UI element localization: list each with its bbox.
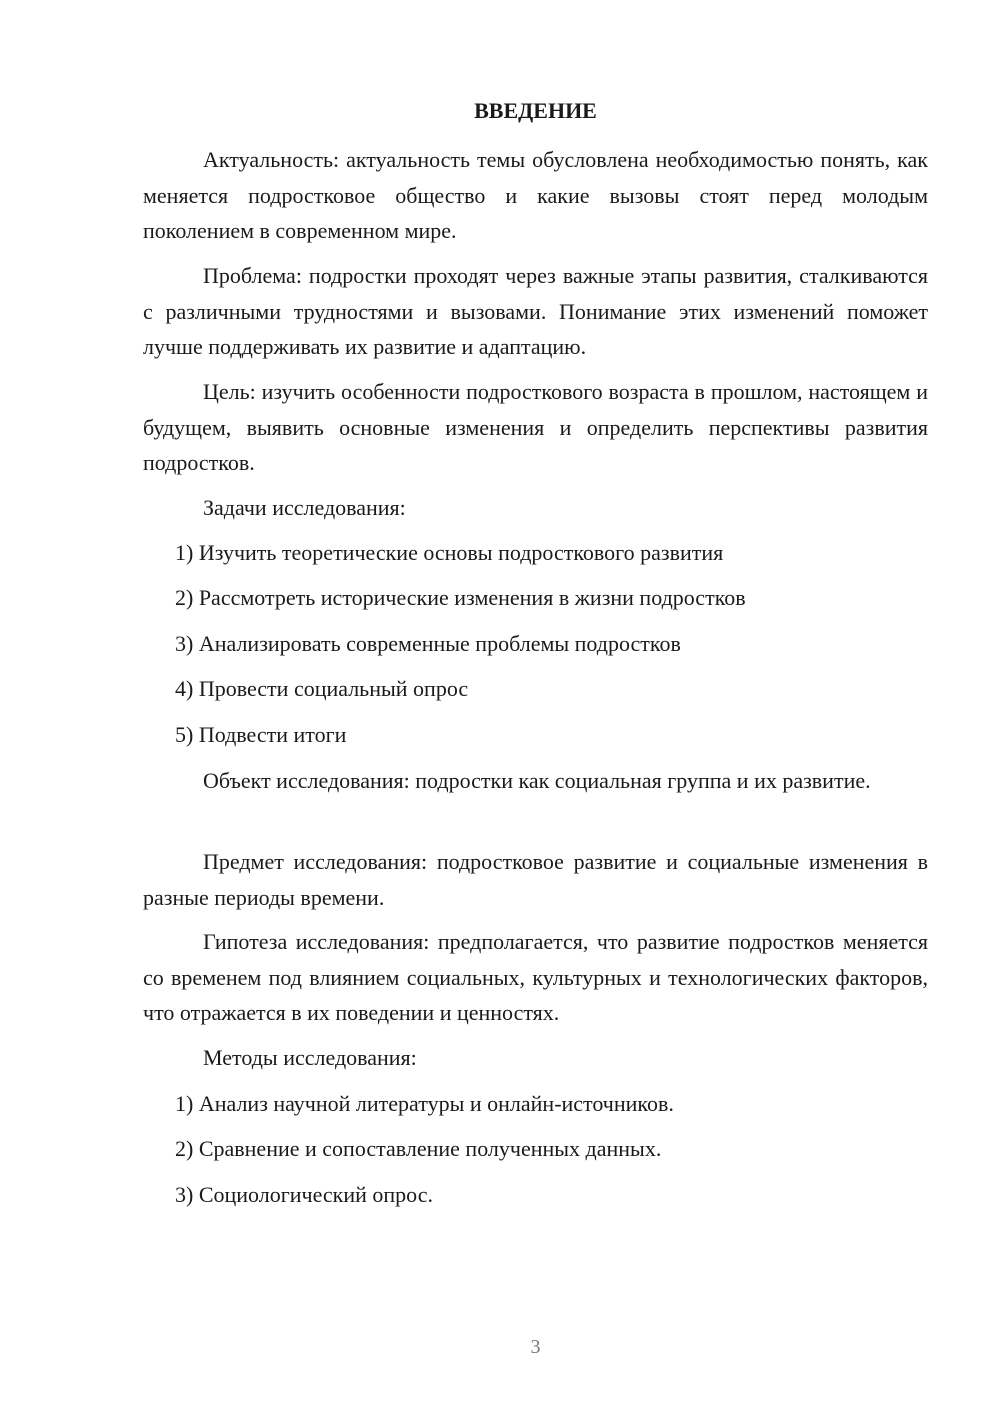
page-number: 3 (530, 1336, 541, 1358)
list-item: 3) Анализировать современные проблемы подростков (175, 631, 681, 656)
methods-heading: Методы исследования: (203, 1045, 417, 1070)
paragraph-subject: Предмет исследования: подростковое развитие и социальные изменения в разные периоды времени. (143, 849, 928, 910)
list-item: 2) Сравнение и сопоставление полученных данных. (175, 1136, 662, 1161)
list-item: 5) Подвести итоги (175, 722, 347, 747)
paragraph-problem: Проблема: подростки проходят через важные этапы развития, сталкиваются с различными трудностями и вызовами. Понимание этих изменений поможет лучше поддерживать их развитие и адаптацию. (143, 263, 928, 359)
tasks-heading: Задачи исследования: (203, 495, 406, 520)
document-title: ВВЕДЕНИЕ (474, 98, 597, 123)
paragraph-object: Объект исследования: подростки как социальная группа и их развитие. (203, 768, 871, 793)
list-item: 3) Социологический опрос. (175, 1182, 433, 1207)
paragraph-relevance: Актуальность: актуальность темы обусловлена необходимостью понять, как меняется подростковое общество и какие вызовы стоят перед молодым поколением в современном мире. (143, 147, 928, 243)
list-item: 2) Рассмотреть исторические изменения в жизни подростков (175, 585, 746, 610)
list-item: 1) Изучить теоретические основы подросткового развития (175, 540, 724, 565)
list-item: 4) Провести социальный опрос (175, 676, 469, 701)
paragraph-hypothesis: Гипотеза исследования: предполагается, что развитие подростков меняется со временем под влиянием социальных, культурных и технологических факторов, что отражается в их поведении и ценностях. (143, 929, 928, 1025)
document-page (143, 0, 928, 1414)
list-item: 1) Анализ научной литературы и онлайн-источников. (175, 1091, 674, 1116)
paragraph-goal: Цель: изучить особенности подросткового возраста в прошлом, настоящем и будущем, выявить основные изменения и определить перспективы развития подростков. (143, 379, 928, 475)
